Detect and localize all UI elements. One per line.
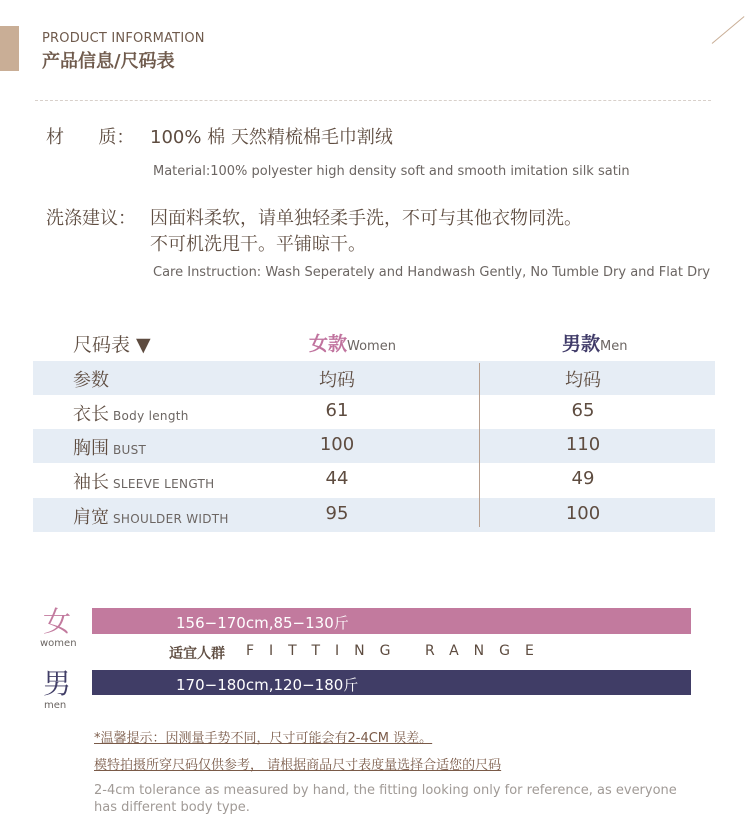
fitting-range-label-en: FITTING RANGE — [246, 643, 549, 659]
material-text: 100% 棉 天然精梳棉毛巾割绒 — [150, 127, 393, 148]
table-row — [33, 463, 715, 497]
men-symbol-label: men — [44, 700, 67, 711]
note-line2: 模特拍摄所穿尺码仅供参考， 请根据商品尺寸表度量选择合适您的尺码 — [94, 758, 502, 773]
header-title-cn: 产品信息/尺码表 — [42, 51, 175, 72]
row-name-cn: 袖长 — [73, 472, 109, 493]
material-label: 材 质： — [46, 127, 135, 148]
women-value: 61 — [325, 400, 349, 421]
fitting-range-label-cn: 适宜人群 — [169, 646, 225, 662]
table-row — [33, 361, 715, 395]
men-range-text: 170−180cm,120−180斤 — [176, 676, 359, 694]
women-symbol-label: women — [40, 638, 77, 649]
women-range-text: 156−170cm,85−130斤 — [176, 614, 349, 632]
women-column-cn: 女款 — [309, 333, 348, 355]
table-row — [33, 498, 715, 532]
section-divider — [35, 100, 711, 101]
header-decorative-line — [712, 16, 745, 44]
row-name-cn: 参数 — [73, 370, 109, 391]
table-row — [33, 395, 715, 429]
men-column-header — [562, 329, 627, 356]
row-name — [73, 400, 189, 426]
women-range-bar — [92, 608, 691, 634]
row-name — [73, 468, 214, 494]
note-en-line2: has different body type. — [94, 800, 250, 815]
row-name — [73, 434, 146, 460]
row-name-en: BUST — [113, 443, 147, 457]
row-name-en: SHOULDER WIDTH — [113, 512, 229, 526]
note-en-line1: 2-4cm tolerance as measured by hand, the fitting looking only for reference, as everyone — [94, 783, 677, 798]
men-range-bar — [92, 670, 691, 695]
men-column-cn: 男款 — [562, 333, 601, 355]
men-value: 均码 — [565, 370, 601, 391]
women-value: 100 — [319, 434, 355, 455]
note-line1: *温馨提示：因测量手势不同，尺寸可能会有2-4CM 误差。 — [94, 731, 433, 746]
women-value: 均码 — [319, 370, 355, 391]
women-value: 44 — [325, 468, 349, 489]
header-accent-bar — [0, 26, 19, 71]
men-value: 100 — [565, 503, 601, 524]
wash-text-line1: 因面料柔软，请单独轻柔手洗，不可与其他衣物同洗。 — [150, 208, 582, 229]
note-en — [94, 782, 734, 816]
wash-text-line2: 不可机洗甩干。平铺晾干。 — [150, 234, 366, 255]
row-name-cn: 肩宽 — [73, 507, 109, 528]
men-value: 65 — [571, 400, 595, 421]
women-value: 95 — [325, 503, 349, 524]
size-table-title: 尺码表 ▼ — [73, 334, 151, 356]
row-name-cn: 胸围 — [73, 438, 109, 459]
wash-label: 洗涤建议： — [46, 208, 136, 229]
women-symbol: 女 — [43, 605, 72, 638]
header-title-en: PRODUCT INFORMATION — [42, 31, 205, 46]
material-text-en: Material:100% polyester high density soft and smooth imitation silk satin — [153, 164, 630, 179]
row-name-en: Body length — [113, 409, 189, 423]
row-name-cn: 衣长 — [73, 404, 109, 425]
men-value: 49 — [571, 468, 595, 489]
women-column-header — [309, 329, 396, 356]
men-symbol: 男 — [43, 667, 72, 700]
row-name — [73, 366, 109, 392]
men-value: 110 — [565, 434, 601, 455]
table-row — [33, 429, 715, 463]
row-name-en: SLEEVE LENGTH — [113, 477, 215, 491]
column-divider — [479, 363, 480, 527]
women-column-en: Women — [347, 339, 396, 354]
row-name — [73, 503, 229, 529]
wash-text-en: Care Instruction: Wash Seperately and Handwash Gently, No Tumble Dry and Flat Dry — [153, 265, 711, 280]
men-column-en: Men — [600, 339, 628, 354]
